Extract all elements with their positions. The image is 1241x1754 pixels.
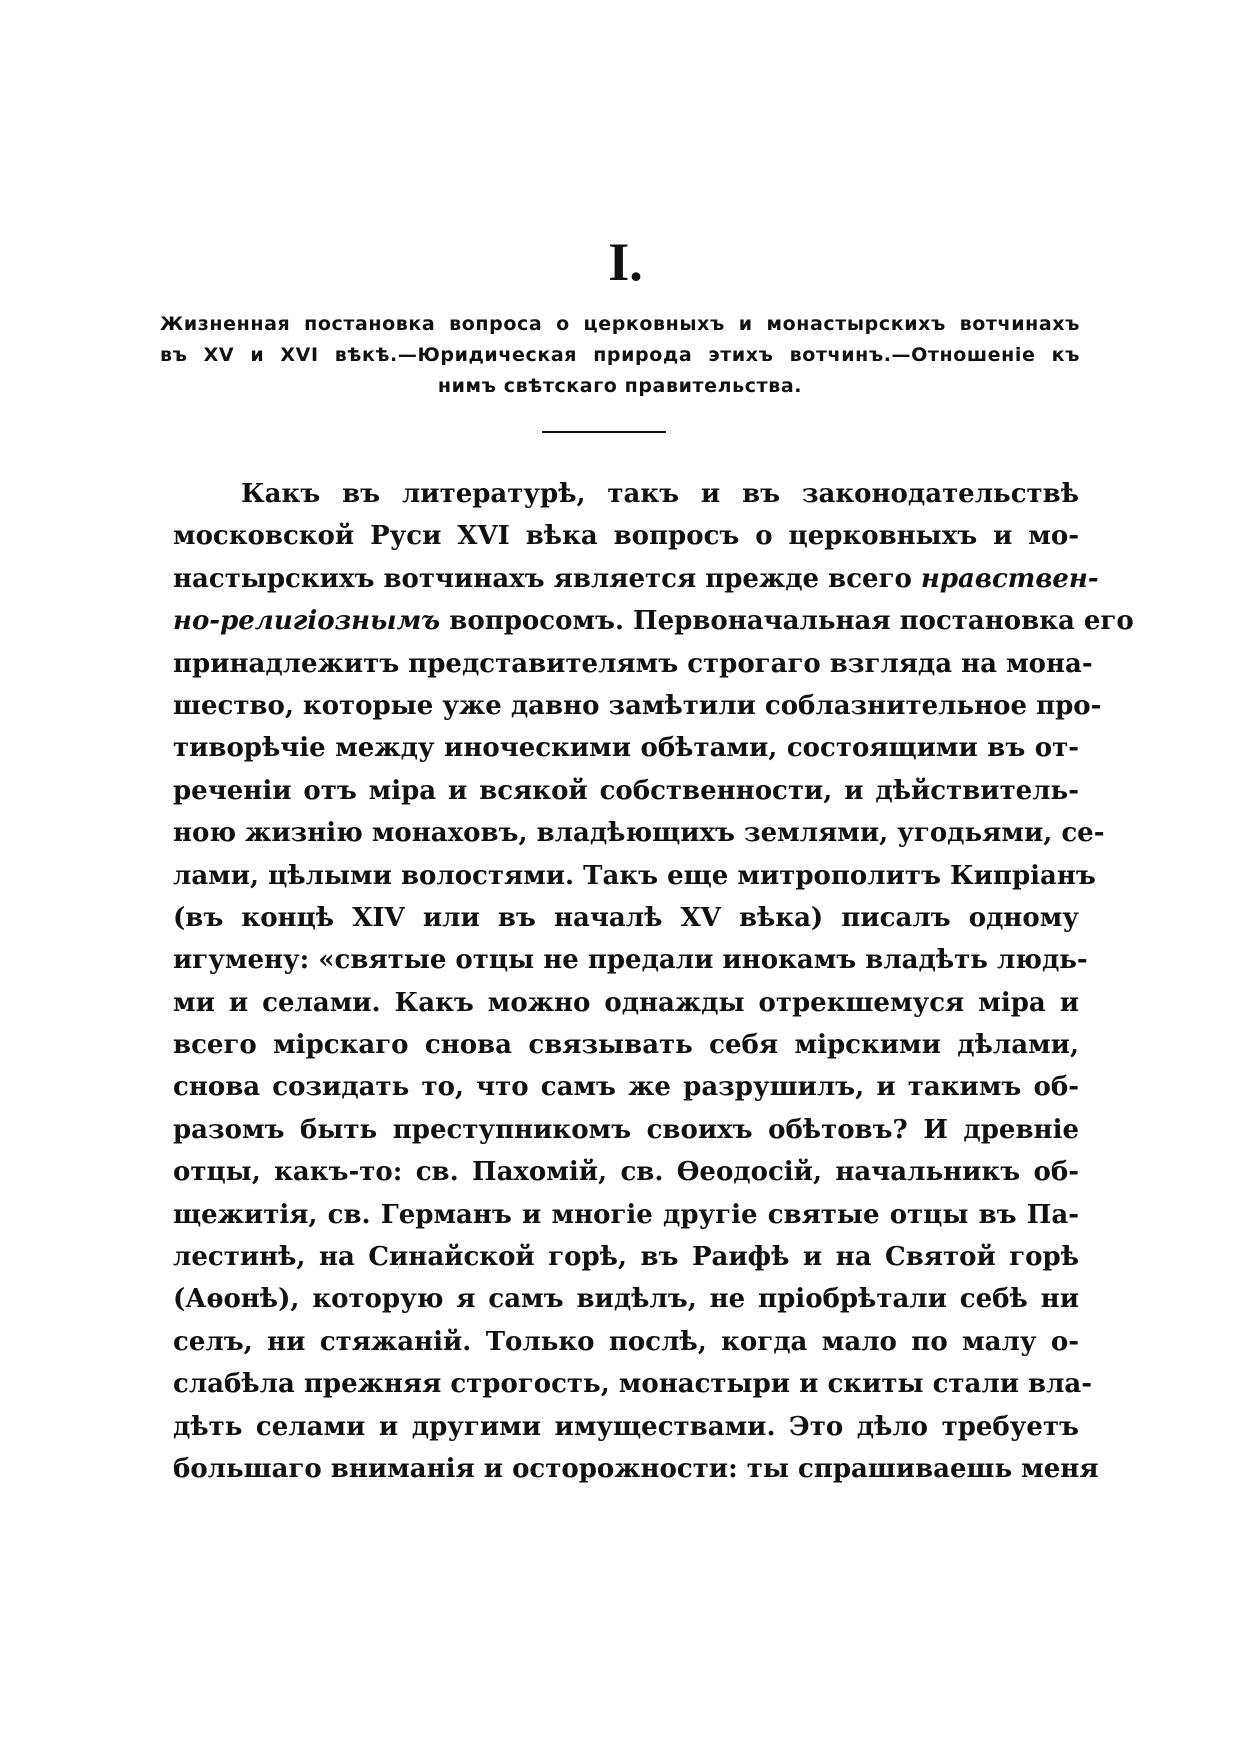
text-line: (Аѳонѣ), которую я самъ видѣлъ, не пріобрѣтали себѣ ни [173, 1284, 1079, 1315]
text-line-fragment: вопросомъ. Первоначальная постановка его [449, 606, 1134, 637]
text-line: большаго вниманія и осторожности: ты спрашиваешь меня [173, 1453, 1099, 1484]
text-line: тиворѣчіе между иноческими обѣтами, состоящими въ от- [173, 733, 1079, 764]
text-line: ми и селами. Какъ можно однажды отрекшемуся міра и [173, 987, 1079, 1018]
text-line: снова созидать то, что самъ же разрушилъ, и такимъ об- [173, 1072, 1079, 1103]
text-line: селъ, ни стяжаній. Только послѣ, когда мало по малу о- [173, 1326, 1079, 1357]
italic-phrase: нравствен- [920, 563, 1099, 594]
text-line: принадлежитъ представителямъ строгаго взгляда на мона- [173, 648, 1093, 679]
text-line: щежитія, св. Германъ и многіе другіе святые отцы въ Па- [173, 1199, 1079, 1230]
text-line: отцы, какъ-то: св. Пахомій, св. Ѳеодосій, начальникъ об- [173, 1157, 1079, 1188]
italic-phrase: но-религіознымъ [173, 606, 441, 637]
text-line: шество, которые уже давно замѣтили соблазнительное про- [173, 690, 1102, 721]
text-line [173, 558, 1099, 600]
text-line: дѣть селами и другими имуществами. Это дѣло требуетъ [173, 1411, 1079, 1442]
chapter-summary [160, 309, 1080, 402]
summary-line: въ XV и XVI вѣкѣ.—Юридическая природа этихъ вотчинъ.—Отношеніе къ [160, 344, 1080, 366]
text-line: игумену: «святые отцы не предали инокамъ владѣть людь- [173, 945, 1088, 976]
text-line [173, 600, 1134, 642]
body-text [173, 473, 1134, 1490]
summary-line: нимъ свѣтскаго правительства. [437, 375, 803, 397]
summary-line: Жизненная постановка вопроса о церковныхъ и монастырскихъ вотчинахъ [160, 313, 1080, 335]
text-line-fragment: настырскихъ вотчинахъ является прежде всего [173, 563, 912, 594]
text-line: ною жизнію монаховъ, владѣющихъ землями, угодьями, се- [173, 818, 1105, 849]
text-line: Какъ въ литературѣ, такъ и въ законодательствѣ [241, 479, 1079, 509]
text-line: реченіи отъ міра и всякой собственности, и дѣйствитель- [173, 775, 1079, 806]
section-divider [542, 431, 666, 433]
text-line: лами, цѣлыми волостями. Такъ еще митрополитъ Кипріанъ [173, 860, 1096, 891]
text-line: слабѣла прежняя строгость, монастыри и скиты стали вла- [173, 1369, 1093, 1400]
text-line: лестинѣ, на Синайской горѣ, въ Раифѣ и на Святой горѣ [173, 1242, 1079, 1273]
text-line: московской Руси XVI вѣка вопросъ о церковныхъ и мо- [173, 521, 1079, 552]
chapter-number: I. [608, 232, 643, 292]
text-line: (въ концѣ XIV или въ началѣ XV вѣка) писалъ одному [173, 902, 1079, 933]
text-line: разомъ быть преступникомъ своихъ обѣтовъ? И древніе [173, 1114, 1079, 1145]
text-line: всего мірскаго снова связывать себя мірскими дѣлами, [173, 1030, 1079, 1061]
